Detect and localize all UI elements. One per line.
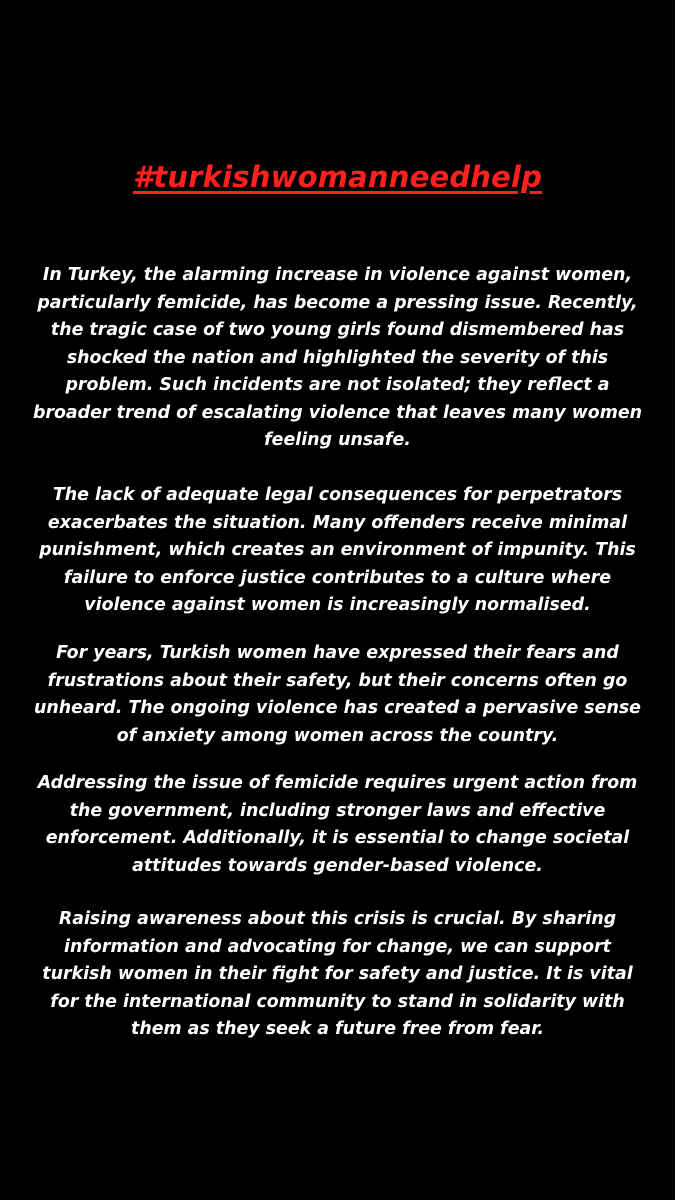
- paragraph-3: For years, Turkish women have expressed their fears and frustrations about their safety, but their concerns often go unheard. The ongoing violence has created a pervasive sense of anxiety among women across the country.: [34, 643, 641, 746]
- paragraph-2: The lack of adequate legal consequences for perpetrators exacerbates the situation. Many offenders receive minimal punishment, which creates an environment of impunity. This failure to enforce justice contributes to a culture where violence against women is increasingly normalised.: [39, 485, 636, 615]
- paragraph-1: In Turkey, the alarming increase in violence against women, particularly femicide, has become a pressing issue. Recently, the tragic case of two young girls found dismembered has shocked the nation and highlighted the severity of this problem. Such incidents are not isolated; they reflect a broader trend of escalating violence that leaves many women feeling unsafe.: [32, 265, 643, 450]
- paragraph-5: Raising awareness about this crisis is crucial. By sharing information and advocating for change, we can support turkish women in their fight for safety and justice. It is vital for the international community to stand in solidarity with them as they seek a future free from fear.: [42, 909, 633, 1039]
- paragraph-4: Addressing the issue of femicide requires urgent action from the government, including stronger laws and effective enforcement. Additionally, it is essential to change societal attitudes towards gender-based violence.: [37, 773, 638, 876]
- hashtag-title[interactable]: #turkishwomanneedhelp: [132, 160, 543, 194]
